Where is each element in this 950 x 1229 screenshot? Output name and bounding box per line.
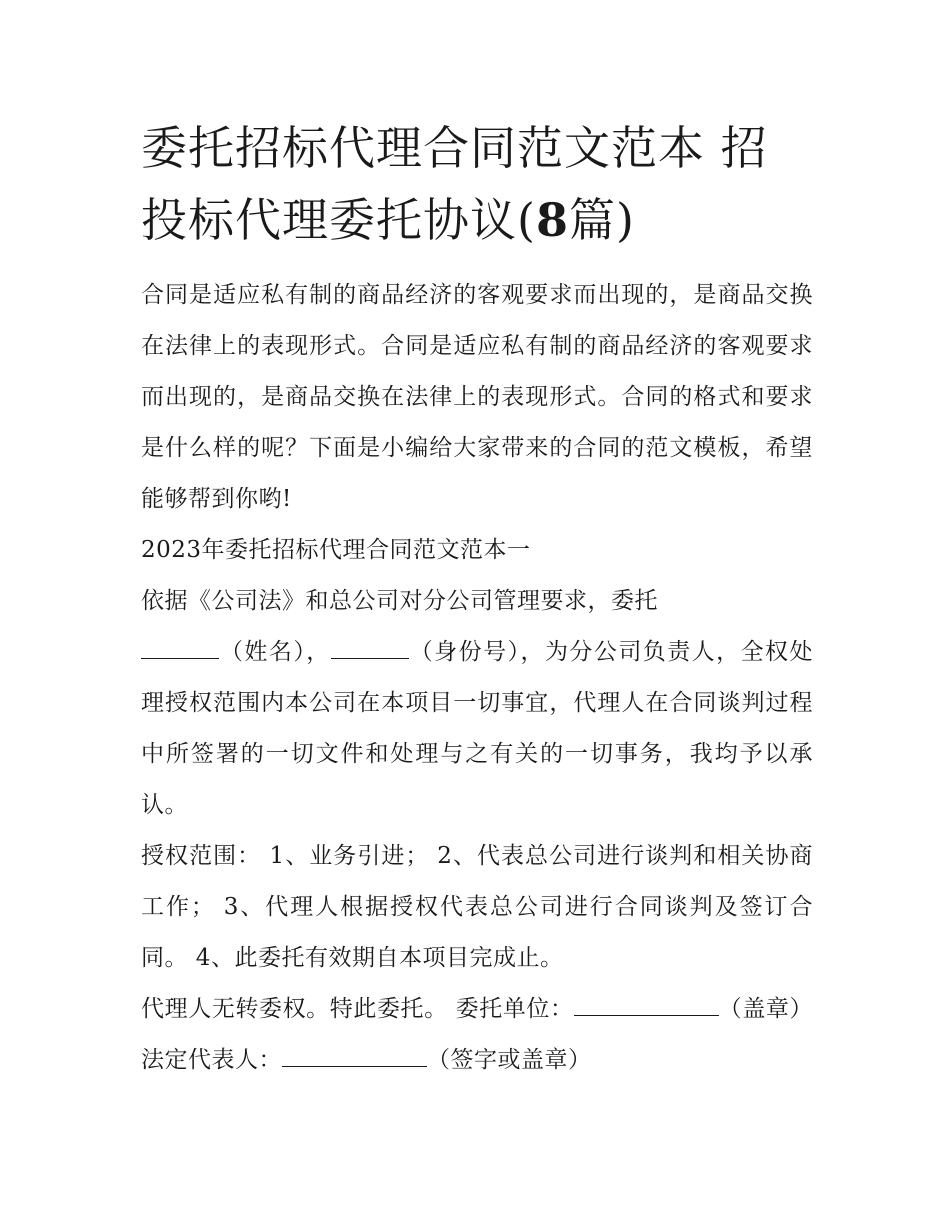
id-blank [331, 638, 409, 659]
title-count: 8 [535, 193, 569, 247]
legal-rep-blank [282, 1046, 427, 1067]
document-page [141, 112, 813, 1086]
title-text-2: 篇) [568, 193, 635, 247]
scope-paragraph: 授权范围： 1、业务引进； 2、代表总公司进行谈判和相关协商工作； 3、代理人根据授权代表总公司进行合同谈判及签订合同。 4、此委托有效期自本项目完成止。 [141, 843, 813, 971]
closing-text-2: （盖章）法定代表人： [141, 996, 814, 1073]
name-blank [141, 638, 219, 659]
document-title [141, 112, 813, 256]
entrusting-unit-blank [574, 995, 719, 1016]
authorization-paragraph [141, 627, 813, 831]
name-label: （姓名）， [219, 639, 331, 665]
title-text-1: 委托招标代理合同范文范本 招投标代理委托协议( [141, 121, 768, 247]
basis-line: 依据《公司法》和总公司对分公司管理要求，委托 [141, 588, 658, 614]
intro-paragraph: 合同是适应私有制的商品经济的客观要求而出现的，是商品交换在法律上的表现形式。合同是适应私有制的商品经济的客观要求而出现的，是商品交换在法律上的表现形式。合同的格式和要求是什么样的呢？下面是小编给大家带来的合同的范文模板，希望能够帮到你哟! [141, 282, 813, 512]
closing-text-1: 代理人无转委权。特此委托。 委托单位： [141, 996, 574, 1022]
id-text: （身份号），为分公司负责人，全权处理授权范围内本公司在本项目一切事宜，代理人在合同谈判过程中所签署的一切文件和处理与之有关的一切事务，我均予以承认。 [141, 639, 814, 818]
closing-text-3: （签字或盖章） [427, 1047, 592, 1073]
section-heading: 2023年委托招标代理合同范文范本一 [141, 537, 531, 563]
closing-paragraph [141, 984, 813, 1086]
